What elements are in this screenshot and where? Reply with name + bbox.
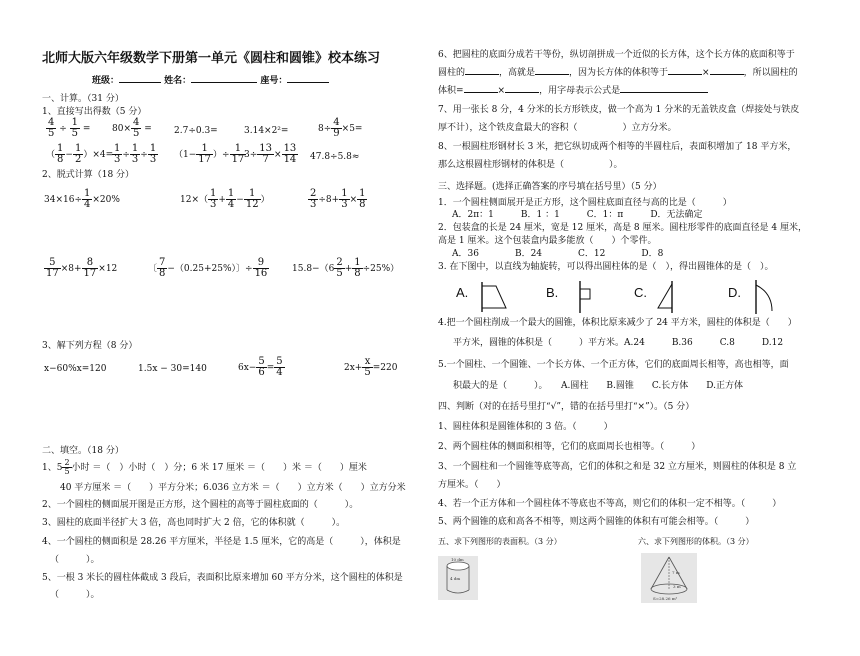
- calc-3-2: 12×（ $\frac{1}{3}$ + $\frac{1}{4}$ − $\frac{1}{12}$ ）: [180, 188, 270, 210]
- cone-figure: [641, 553, 697, 603]
- calc-4-2: 〔 $\frac{7}{8}$ −（0.25+25%）〕÷ $\frac{9}{16}$: [148, 257, 268, 279]
- figure-option-b: [566, 280, 596, 314]
- section-4-title: 四、判断（对的在括号里打“√”，错的在括号里打“×”）。（5 分）: [438, 402, 695, 412]
- calc-4-1: $\frac{5}{17}$ ×8+ $\frac{8}{17}$ ×12: [46, 257, 118, 279]
- section-1-sub1: 1、直接写出得数（5 分）: [42, 107, 147, 117]
- figure-option-c: [654, 280, 684, 314]
- choice-q4a: 4.把一个圆柱削成一个最大的圆锥，体积比原来减少了 24 平方米，圆柱的体积是（ ）: [438, 318, 797, 328]
- fill-q5a: 5、一根 3 米长的圆柱体截成 3 段后，表面积比原来增加 60 平方分米，这个圆柱的体积是: [42, 573, 403, 583]
- choice-q2a: 2．包装盒的长是 24 厘米，宽是 12 厘米，高是 8 厘米。圆柱形零件的底面直径是 4 厘米，: [438, 223, 807, 233]
- choice-q5a: 5.一个圆柱、一个圆锥、一个长方体、一个正方体，它们的底面周长相等，高也相等，面: [438, 360, 789, 370]
- calc-2-4: 3÷ $\frac{13}{7}$ × $\frac{13}{14}$: [244, 143, 297, 165]
- fill-q1a: 1、5 $\frac{2}{5}$ 小时 ＝（ ）小时（ ）分；6 米 17 厘米 ＝（ ）米 ＝（ ）厘米: [42, 458, 367, 476]
- judge-3b: 方厘米。（ ）: [438, 480, 506, 490]
- calc-2-5: 47.8÷5.8≈: [310, 152, 360, 162]
- calc-2-3: （1− $\frac{1}{17}$ ）÷ $\frac{1}{17}$: [174, 143, 245, 165]
- calc-4-3: 15.8−（6 $\frac{2}{5}$ + $\frac{1}{8}$ ÷25%）: [292, 257, 400, 279]
- fill-q7b: 厚不计），这个铁皮盒最大的容积（ ）立方分米。: [438, 123, 677, 133]
- section-1-title: 一、计算。（31 分）: [42, 94, 124, 104]
- equation-3: 6x− $\frac{5}{6}$ = $\frac{5}{4}$: [238, 356, 283, 378]
- section-1-sub3: 3、解下列方程（8 分）: [42, 341, 138, 351]
- section-2-title: 二、填空。（18 分）: [42, 446, 124, 456]
- figure-option-a-label: A.: [456, 285, 469, 300]
- choice-q1: 1．一个圆柱侧面展开是正方形，这个圆柱底面直径与高的比是（ ）: [438, 198, 732, 208]
- calc-1-3: 2.7÷0.3=: [174, 126, 218, 136]
- page-title: 北师大版六年级数学下册第一单元《圆柱和圆锥》校本练习: [42, 51, 381, 66]
- cone-radius-label: 3 m: [673, 584, 681, 589]
- figure-option-d: [748, 279, 778, 315]
- calc-1-4: 3.14×2²=: [244, 126, 289, 136]
- judge-5: 5、两个圆锥的底和高各不相等，则这两个圆锥的体积有可能会相等。（ ）: [438, 517, 755, 527]
- figure-option-b-label: B.: [546, 285, 559, 300]
- section-1-sub2: 2、脱式计算（18 分）: [42, 170, 135, 180]
- section-3-title: 三、选择题。(选择正确答案的序号填在括号里）（5 分）: [438, 182, 662, 192]
- judge-1: 1、圆柱体积是圆锥体积的 3 倍。（ ）: [438, 422, 613, 432]
- fill-q8b: 那么这根圆柱形钢材的体积是（ ）。: [438, 160, 623, 170]
- calc-2-2: $\frac{1}{3}$ ÷ $\frac{1}{3}$ ÷ $\frac{1}{3}$: [114, 143, 157, 165]
- equation-1: x−60%x=120: [44, 364, 107, 374]
- calc-1-5: 8÷ $\frac{4}{9}$ ×5=: [318, 117, 363, 139]
- fill-q6c: 体积= × ，用字母表示公式是: [438, 86, 708, 96]
- choice-q3: 3. 在下图中，以直线为轴旋转，可以得出圆柱体的是（ ），得出圆锥体的是（ ）。: [438, 262, 774, 272]
- fill-q3: 3、圆柱的底面半径扩大 3 倍，高也同时扩大 2 倍，它的体积就（ ）。: [42, 518, 346, 528]
- name-label: 姓名：: [164, 76, 192, 86]
- section-6-title: 六、求下列图形的体积。（3 分）: [638, 537, 754, 546]
- fill-q4a: 4、一个圆柱的侧面积是 28.26 平方厘米，半径是 1.5 厘米，它的高是（ ），体积是: [42, 537, 401, 547]
- figure-option-c-label: C.: [634, 285, 647, 300]
- cylinder-top-label: 10 dm: [451, 557, 464, 562]
- equation-4: 2x+ $\frac{x}{5}$ =220: [344, 356, 398, 378]
- fill-q1b: 40 平方厘米 ＝（ ）平方分米；6.036 立方米 ＝（ ）立方米（ ）立方分米: [60, 483, 406, 493]
- class-field[interactable]: [119, 82, 161, 83]
- fill-q6a: 6、把圆柱的底面分成若干等份，纵切剖拼成一个近似的长方体，这个长方体的底面积等于: [438, 50, 795, 60]
- calc-row-1: [46, 118, 90, 139]
- choice-q2b: 高是 1 厘米。这个包装盒内最多能放（ ）个零件。: [438, 236, 657, 246]
- cone-height-label: 7 m: [672, 570, 680, 575]
- calc-3-1: 34×16÷ $\frac{1}{4}$ ×20%: [44, 188, 120, 210]
- student-info-line: [92, 76, 329, 86]
- choice-q5b: 积最大的是（ ）。 A.圆柱 B.圆锥 C.长方体 D.正方体: [453, 381, 744, 391]
- section-5-title: 五、求下列图形的表面积。（3 分）: [438, 537, 562, 546]
- equation-2: 1.5x − 30=140: [138, 364, 207, 374]
- cone-base-area-label: S=28.26 m²: [653, 596, 678, 601]
- fill-q5b: （ ）。: [50, 590, 100, 600]
- judge-3a: 3、一个圆柱和一个圆锥等底等高，它们的体积之和是 32 立方厘米，则圆柱的体积是 8 立: [438, 462, 797, 472]
- figure-option-d-label: D.: [728, 285, 741, 300]
- choice-q4b: 平方米，圆锥的体积是（ ）平方米。A.24 B.36 C.8 D.12: [453, 338, 784, 348]
- calc-1-1: $\frac{4}{5}$ ÷ $\frac{1}{5}$ =: [48, 117, 91, 139]
- fill-q4b: （ ）。: [50, 555, 100, 565]
- class-label: 班级：: [92, 76, 120, 86]
- judge-4: 4、若一个正方体和一个圆柱体不等底也不等高，则它们的体积一定不相等。（ ）: [438, 499, 782, 509]
- fill-q6b: 圆柱的 ，高就是 ，因为长方体的体积等于 × ，所以圆柱的: [438, 68, 798, 78]
- calc-2-1: （ $\frac{1}{8}$ − $\frac{1}{2}$ ）×4=: [46, 143, 114, 165]
- fill-q7a: 7、用一张长 8 分，4 分米的长方形铁皮，做一个高为 1 分米的无盖铁皮盒（焊接处与铁皮: [438, 105, 800, 115]
- seat-label: 座号：: [260, 76, 288, 86]
- figure-option-a: [478, 280, 512, 314]
- judge-2: 2、两个圆柱体的侧面积相等，它们的底面周长也相等。（ ）: [438, 442, 701, 452]
- choice-q2-options: A．36 B．24 C．12 D．8: [452, 249, 664, 259]
- cylinder-height-label: 4 dm: [450, 576, 461, 581]
- calc-3-3: $\frac{2}{3}$ ÷8+ $\frac{1}{3}$ × $\frac{1}{8}$: [310, 188, 366, 210]
- name-field[interactable]: [191, 82, 257, 83]
- fill-q8a: 8、一根圆柱形钢材长 3 米，把它纵切成两个相等的半圆柱后，表面积增加了 18 平方米，: [438, 142, 797, 152]
- choice-q1-options: A．2π：1 B．1 ：1 C．1：π D．无法确定: [452, 210, 703, 220]
- fill-q2: 2、一个圆柱的侧面展开图是正方形，这个圆柱的高等于圆柱底面的（ ）。: [42, 500, 359, 510]
- cylinder-figure: [438, 556, 478, 600]
- seat-field[interactable]: [287, 82, 329, 83]
- calc-1-2: 80× $\frac{4}{5}$ =: [112, 117, 152, 139]
